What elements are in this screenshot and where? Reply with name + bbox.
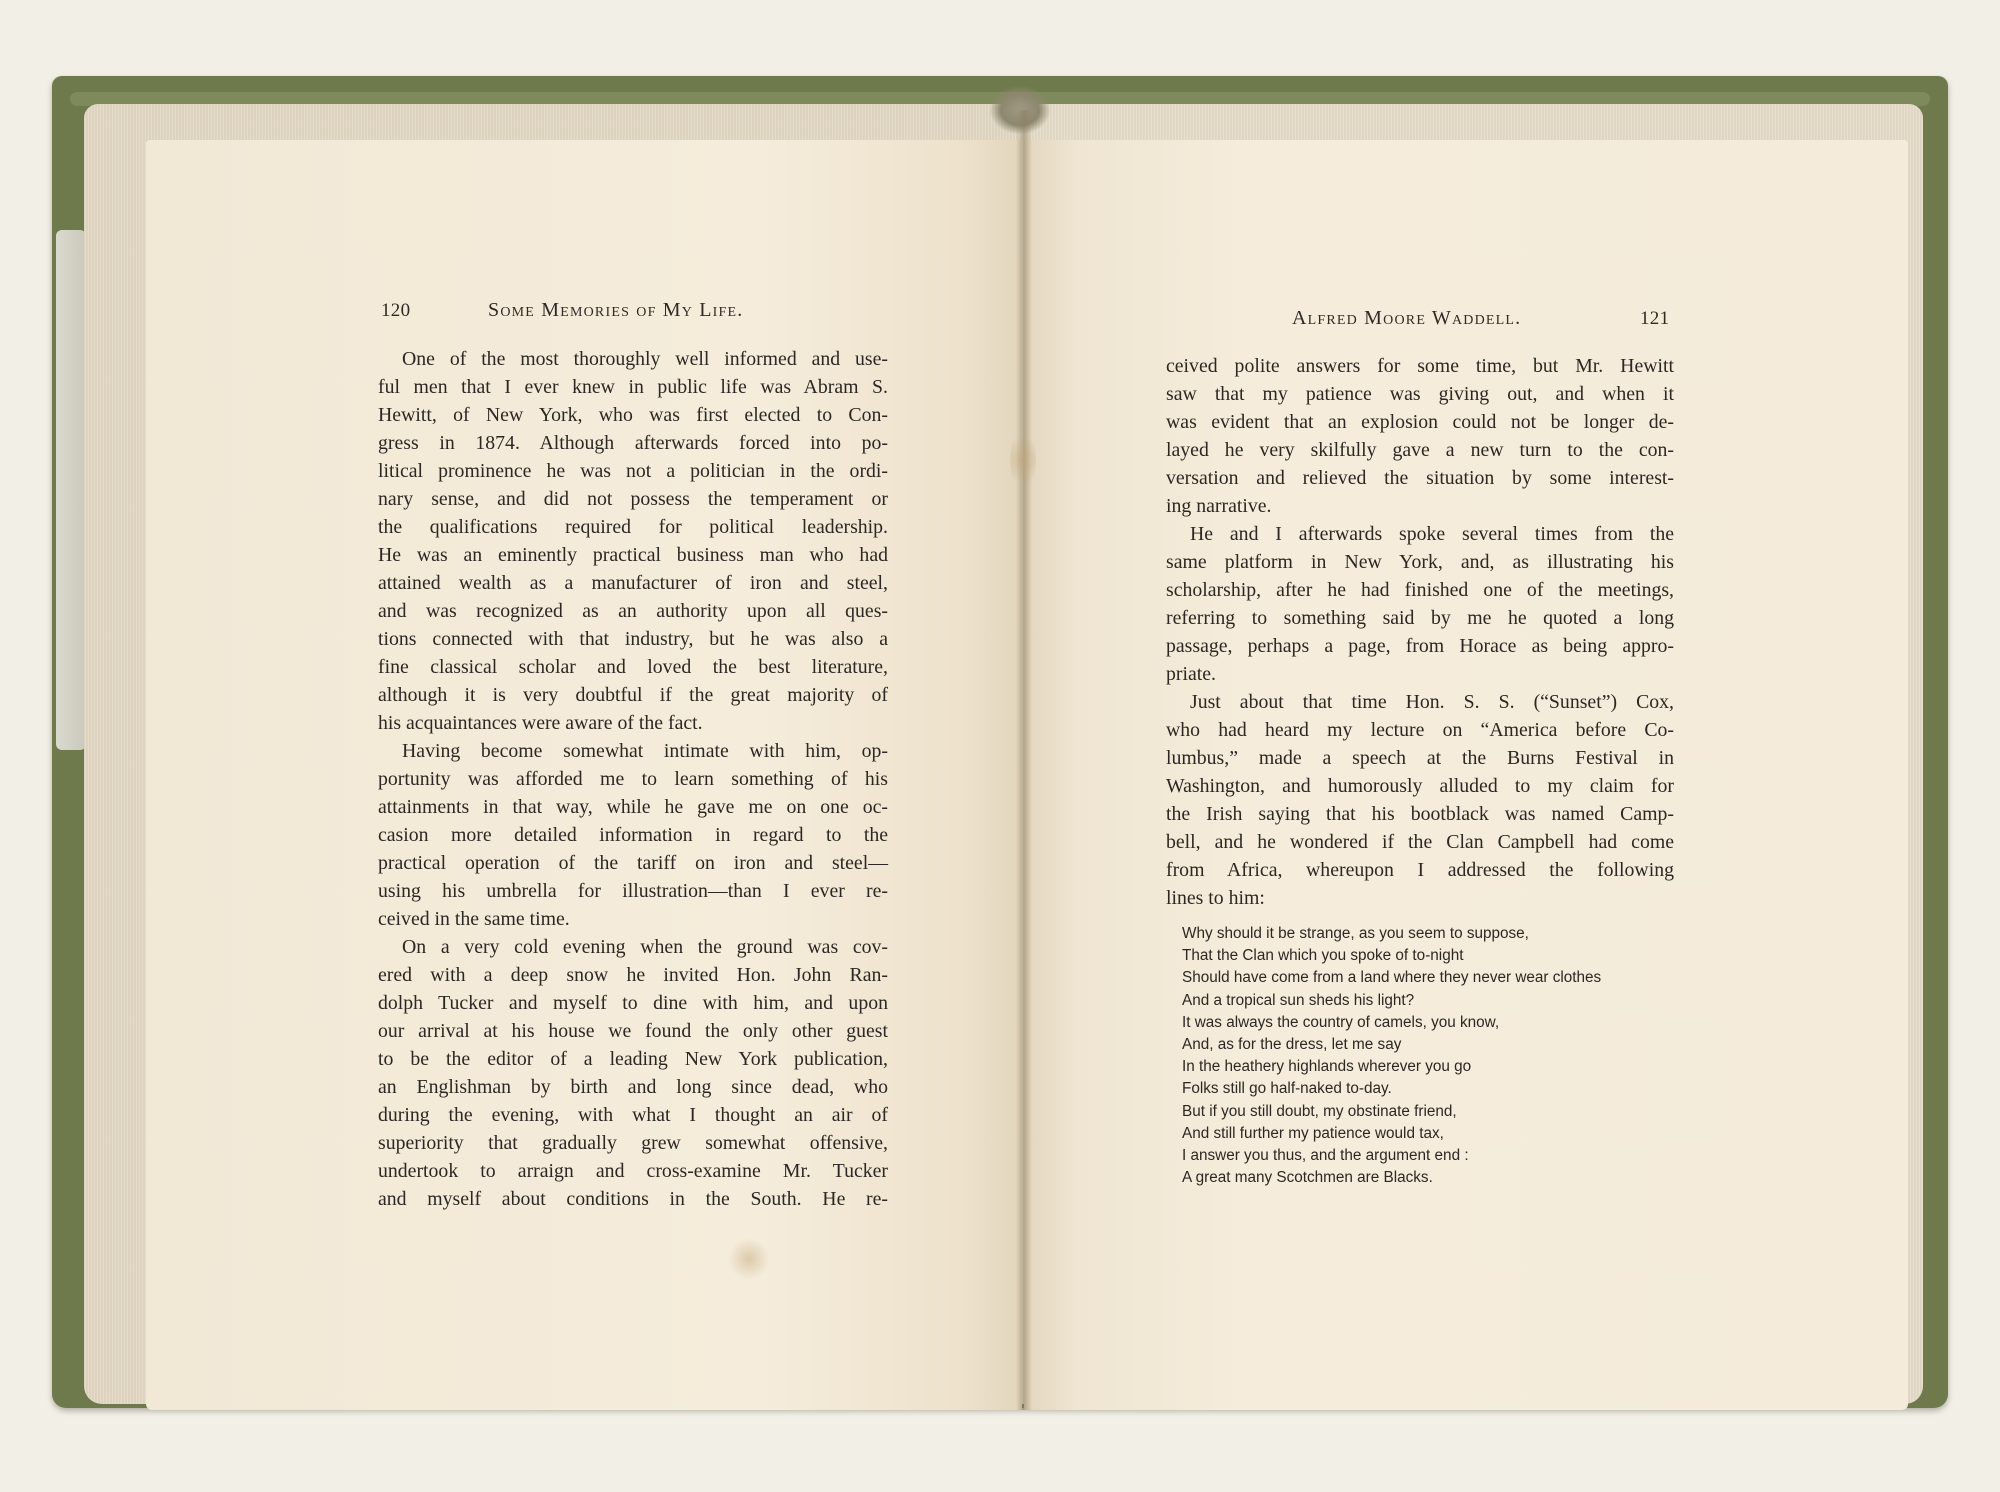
page-stain xyxy=(728,1238,770,1280)
right-page-number: 121 xyxy=(1640,308,1670,329)
text-line: during the evening, with what I thought an air of xyxy=(378,1104,888,1126)
text-line: layed he very skilfully gave a new turn to the con- xyxy=(1166,439,1674,461)
text-line: and myself about conditions in the South. He re- xyxy=(378,1188,888,1210)
text-line: the qualifications required for political leadership. xyxy=(378,516,888,538)
text-line: practical operation of the tariff on iron and steel— xyxy=(378,852,888,874)
text-line: ceived in the same time. xyxy=(378,908,570,930)
text-line: portunity was afforded me to learn something of his xyxy=(378,768,888,790)
text-line: attainments in that way, while he gave me on one oc- xyxy=(378,796,888,818)
text-line: ered with a deep snow he invited Hon. John Ran- xyxy=(378,964,888,986)
bookmark-ribbon xyxy=(56,230,86,750)
text-line: On a very cold evening when the ground was cov- xyxy=(402,936,888,958)
text-line: casion more detailed information in regard to the xyxy=(378,824,888,846)
poem-line: A great many Scotchmen are Blacks. xyxy=(1182,1169,1433,1187)
poem-line: In the heathery highlands wherever you go xyxy=(1182,1058,1472,1076)
poem-line: I answer you thus, and the argument end : xyxy=(1182,1147,1469,1165)
text-line: his acquaintances were aware of the fact. xyxy=(378,712,703,734)
text-line: our arrival at his house we found the only other guest xyxy=(378,1020,888,1042)
text-line: the Irish saying that his bootblack was named Camp- xyxy=(1166,803,1674,825)
text-line: fine classical scholar and loved the best literature, xyxy=(378,656,888,678)
text-line: ful men that I ever knew in public life was Abram S. xyxy=(378,376,888,398)
text-line: He was an eminently practical business man who had xyxy=(378,544,888,566)
text-line: saw that my patience was giving out, and when it xyxy=(1166,383,1674,405)
text-line: ceived polite answers for some time, but Mr. Hewitt xyxy=(1166,355,1674,377)
gutter-shadow xyxy=(1016,110,1032,1410)
text-line: was evident that an explosion could not be longer de- xyxy=(1166,411,1674,433)
text-line: He and I afterwards spoke several times from the xyxy=(1190,523,1674,545)
text-line: from Africa, whereupon I addressed the following xyxy=(1166,859,1674,881)
text-line: litical prominence he was not a politician in the ordi- xyxy=(378,460,888,482)
text-line: One of the most thoroughly well informed and use- xyxy=(402,348,888,370)
poem-line: And still further my patience would tax, xyxy=(1182,1124,1444,1142)
text-line: bell, and he wondered if the Clan Campbell had come xyxy=(1166,831,1674,853)
text-line: to be the editor of a leading New York publication, xyxy=(378,1048,888,1070)
text-line: attained wealth as a manufacturer of iron and steel, xyxy=(378,572,888,594)
text-line: Just about that time Hon. S. S. (“Sunset”) Cox, xyxy=(1190,691,1674,713)
text-line: priate. xyxy=(1166,663,1216,685)
poem-line: Folks still go half-naked to-day. xyxy=(1182,1080,1392,1098)
text-line: scholarship, after he had finished one of the meetings, xyxy=(1166,579,1674,601)
left-running-title: Some Memories of My Life. xyxy=(488,299,744,321)
text-line: who had heard my lecture on “America before Co- xyxy=(1166,719,1674,741)
poem-line: And, as for the dress, let me say xyxy=(1182,1036,1402,1054)
text-line: and was recognized as an authority upon all ques- xyxy=(378,600,888,622)
text-line: versation and relieved the situation by some interest- xyxy=(1166,467,1674,489)
text-line: tions connected with that industry, but he was also a xyxy=(378,628,888,650)
right-running-title: Alfred Moore Waddell. xyxy=(1292,307,1522,329)
text-line: an Englishman by birth and long since dead, who xyxy=(378,1076,888,1098)
text-line: lines to him: xyxy=(1166,887,1265,909)
text-line: although it is very doubtful if the great majority of xyxy=(378,684,888,706)
poem-line: That the Clan which you spoke of to-night xyxy=(1182,947,1464,965)
poem-line: Why should it be strange, as you seem to suppose, xyxy=(1182,925,1529,942)
poem xyxy=(1182,923,1601,1189)
text-line: ing narrative. xyxy=(1166,495,1272,517)
text-line: undertook to arraign and cross-examine Mr. Tucker xyxy=(378,1160,888,1182)
text-line: using his umbrella for illustration—than I ever re- xyxy=(378,880,888,902)
text-line: gress in 1874. Although afterwards forced into po- xyxy=(378,432,888,454)
poem-line: But if you still doubt, my obstinate friend, xyxy=(1182,1102,1457,1120)
poem-line: And a tropical sun sheds his light? xyxy=(1182,991,1415,1009)
text-line: same platform in New York, and, as illustrating his xyxy=(1166,551,1674,573)
left-page-body xyxy=(378,345,888,1213)
text-line: Having become somewhat intimate with him, op- xyxy=(402,740,888,762)
text-line: Hewitt, of New York, who was first elected to Con- xyxy=(378,404,888,426)
text-line: lumbus,” made a speech at the Burns Festival in xyxy=(1166,747,1674,769)
text-line: superiority that gradually grew somewhat offensive, xyxy=(378,1132,888,1154)
text-line: Washington, and humorously alluded to my claim for xyxy=(1166,775,1674,797)
right-page-body xyxy=(1166,352,1674,912)
gutter-stain xyxy=(1010,430,1036,490)
left-page-number: 120 xyxy=(381,300,411,321)
text-line: dolph Tucker and myself to dine with him, and upon xyxy=(378,992,888,1014)
text-line: passage, perhaps a page, from Horace as being appro- xyxy=(1166,635,1674,657)
poem-line: Should have come from a land where they never wear clothes xyxy=(1182,969,1602,987)
poem-line: It was always the country of camels, you know, xyxy=(1182,1013,1500,1031)
text-line: referring to something said by me he quoted a long xyxy=(1166,607,1674,629)
text-line: nary sense, and did not possess the temperament or xyxy=(378,488,888,510)
